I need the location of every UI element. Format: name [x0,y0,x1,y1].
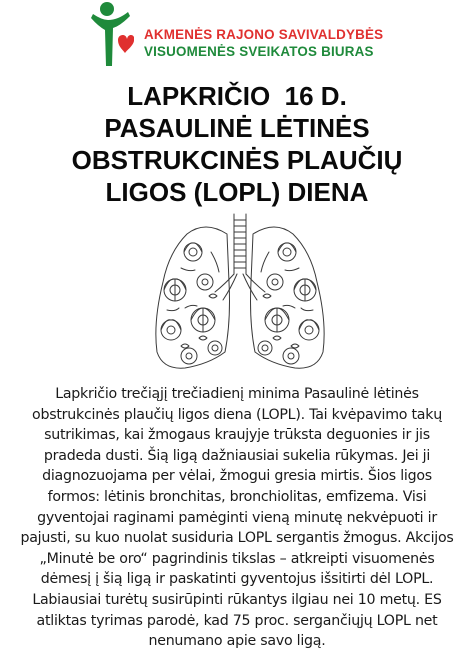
title-line-2: PASAULINĖ LĖTINĖS [104,113,370,143]
organization-line-1: AKMENĖS RAJONO SAVIVALDYBĖS [144,27,384,42]
body-paragraph: Lapkričio trečiąjį trečiadienį minima Pasaulinė lėtinės obstrukcinės plaučių ligos diena (LOPL). Tai kvėpavimo takų sutrikimas, kai žmogaus kraujyje trūksta deguonies ir jis pradeda dusti. Šią ligą dažniausiai sukelia rūkymas. Jei ji diagnozuojama per vėlai, žmogui gresia mirtis. Šios ligos formos: lėtinis bronchitas, bronchiolitas, emfizema. Visi gyventojai raginami pamėginti vieną minutę nekvėpuoti ir pajusti, su kuo nuolat susiduria LOPL sergantis žmogus. Akcijos „Minutė be oro“ pagrindinis tikslas – atkreipti visuomenės dėmesį į šią ligą ir paskatinti gyventojus išsitirti dėl LOPL. Labiausiai turėtų susirūpinti rūkantys ilgiau nei 10 metų. ES atliktas tyrimas parodė, kad 75 proc. sergančiųjų LOPL net nenumano apie savo ligą. [20,386,454,650]
organization-name [144,26,383,60]
header [88,0,388,70]
health-bureau-logo-icon [88,0,134,68]
title-line-3: OBSTRUKCINĖS PLAUČIŲ [71,145,403,175]
title-line-1: LAPKRIČIO 16 D. [127,81,347,111]
title-line-4: LIGOS (LOPL) DIENA [105,177,369,207]
organization-line-2: VISUOMENĖS SVEIKATOS BIURAS [144,44,374,59]
page-title [0,80,474,208]
lungs-floral-icon [145,212,335,374]
